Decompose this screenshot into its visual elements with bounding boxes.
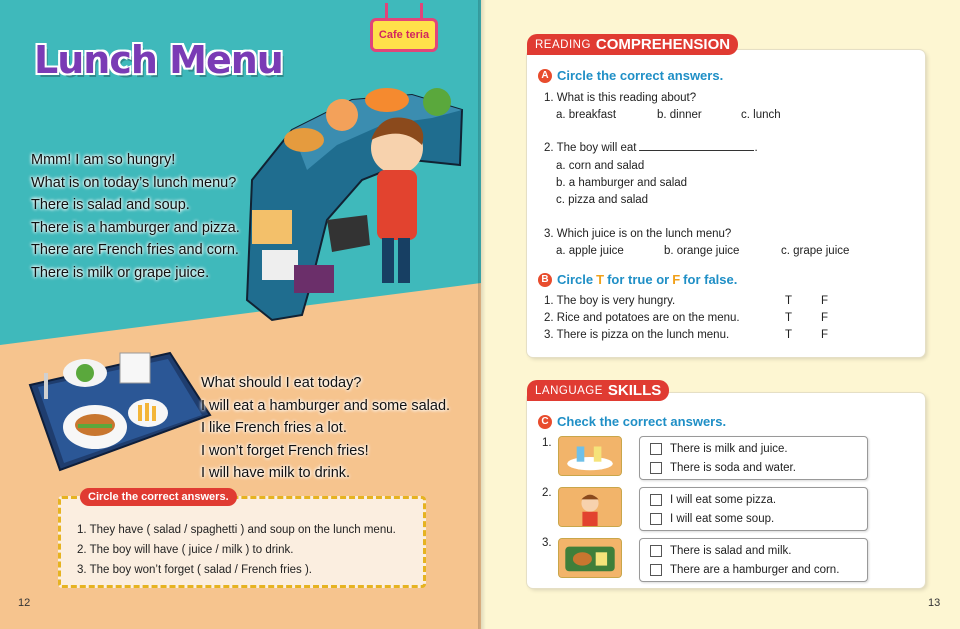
cafeteria-boy-illustration	[232, 70, 477, 345]
checkbox[interactable]	[650, 513, 662, 525]
boy-eating-picture	[558, 487, 622, 527]
question-2-stem: 2. The boy will eat	[544, 142, 637, 154]
story-paragraph-1	[31, 149, 240, 285]
answer-option[interactable]: b. orange juice	[664, 245, 740, 257]
reading-comprehension-header	[527, 34, 738, 55]
section-a-badge: A	[538, 69, 552, 83]
tf-statement: 3. There is pizza on the lunch menu.	[544, 329, 730, 341]
drinks-table-picture	[558, 436, 622, 476]
false-option[interactable]: F	[821, 329, 829, 341]
story-line: There is milk or grape juice.	[31, 264, 210, 281]
answer-option[interactable]: b. a hamburger and salad	[556, 177, 688, 189]
story-line: I will eat a hamburger and some salad.	[201, 397, 451, 414]
section-c-badge: C	[538, 415, 552, 429]
answer-option[interactable]: c. pizza and salad	[556, 194, 649, 206]
check-option[interactable]	[650, 462, 796, 474]
false-option[interactable]: F	[821, 295, 829, 307]
story-line: What is on today’s lunch menu?	[31, 174, 237, 191]
cafeteria-sign: Cafe teria	[370, 18, 438, 52]
check-option[interactable]	[650, 494, 776, 506]
header-big-text: COMPREHENSION	[595, 36, 731, 53]
check-option-label: I will eat some pizza.	[670, 494, 777, 506]
section-b-title-pre: Circle	[557, 272, 594, 287]
tf-statement: 2. Rice and potatoes are on the menu.	[544, 312, 740, 324]
answer-option[interactable]: a. corn and salad	[556, 160, 645, 172]
story-line: I won’t forget French fries!	[201, 442, 369, 459]
true-option[interactable]: T	[785, 295, 793, 307]
story-line: I will have milk to drink.	[201, 465, 351, 482]
story-line: Mmm! I am so hungry!	[31, 152, 176, 168]
circle-answer-item[interactable]: 3. The boy won’t forget ( salad / French fries ).	[77, 563, 313, 576]
question-2	[544, 142, 758, 154]
answer-option[interactable]: b. dinner	[657, 109, 702, 121]
header-big-text: SKILLS	[607, 382, 662, 399]
section-b-f-letter: F	[672, 272, 681, 287]
question-3: 3. Which juice is on the lunch menu?	[544, 228, 732, 240]
story-line: There are French fries and corn.	[31, 242, 239, 259]
header-small-text: LANGUAGE	[535, 384, 603, 397]
page-title: Lunch Menu	[34, 38, 283, 82]
story-line: There is salad and soup.	[31, 197, 190, 214]
circle-answers-list	[77, 521, 396, 580]
circle-answer-item[interactable]: 1. They have ( salad / spaghetti ) and soup on the lunch menu.	[77, 524, 396, 536]
question-1: 1. What is this reading about?	[544, 92, 697, 104]
check-options-box	[639, 538, 868, 582]
check-options-box	[639, 436, 868, 480]
item-number: 1.	[542, 437, 552, 449]
section-b-badge: B	[538, 273, 552, 287]
story-line: I like French fries a lot.	[201, 420, 347, 437]
check-options-box	[639, 487, 868, 531]
item-number: 2.	[542, 487, 552, 499]
check-option-label: I will eat some soup.	[670, 513, 775, 525]
lunch-tray-illustration	[20, 345, 215, 475]
checkbox[interactable]	[650, 443, 662, 455]
story-line: There is a hamburger and pizza.	[31, 219, 240, 236]
check-option-label: There is milk and juice.	[670, 443, 788, 455]
page-gutter	[478, 0, 486, 629]
check-option[interactable]	[650, 443, 788, 455]
section-b-title-mid: for true or	[607, 272, 670, 287]
checkbox[interactable]	[650, 545, 662, 557]
answer-option[interactable]: a. breakfast	[556, 109, 617, 121]
true-option[interactable]: T	[785, 312, 793, 324]
tf-statement: 1. The boy is very hungry.	[544, 295, 676, 307]
item-number: 3.	[542, 537, 552, 549]
circle-answer-item[interactable]: 2. The boy will have ( juice / milk ) to drink.	[77, 543, 294, 556]
checkbox[interactable]	[650, 494, 662, 506]
check-option[interactable]	[650, 545, 791, 557]
section-c-heading	[538, 414, 726, 429]
lunch-tray-picture	[558, 538, 622, 578]
story-line: What should I eat today?	[201, 375, 362, 391]
check-option[interactable]	[650, 513, 774, 525]
circle-answers-title: Circle the correct answers.	[80, 488, 237, 506]
page-number-right: 13	[928, 597, 941, 609]
section-b-t-letter: T	[596, 272, 605, 287]
section-c-title: Check the correct answers.	[557, 414, 727, 429]
section-a-heading	[538, 68, 723, 83]
answer-option[interactable]: a. apple juice	[556, 245, 624, 257]
section-a-title: Circle the correct answers.	[557, 68, 724, 83]
false-option[interactable]: F	[821, 312, 829, 324]
checkbox[interactable]	[650, 462, 662, 474]
answer-blank	[639, 150, 754, 151]
language-skills-header	[527, 380, 669, 401]
page-number-left: 12	[18, 597, 31, 609]
section-b-heading	[538, 272, 737, 287]
section-b-title-post: for false.	[683, 272, 738, 287]
checkbox[interactable]	[650, 564, 662, 576]
story-paragraph-2	[201, 372, 450, 485]
header-small-text: READING	[535, 38, 591, 51]
check-option[interactable]	[650, 564, 839, 576]
answer-option[interactable]: c. lunch	[741, 109, 781, 121]
answer-option[interactable]: c. grape juice	[781, 245, 850, 257]
true-option[interactable]: T	[785, 329, 793, 341]
circle-answers-box	[58, 496, 426, 588]
check-option-label: There is salad and milk.	[670, 545, 792, 557]
question-2-end: .	[754, 142, 758, 154]
check-option-label: There are a hamburger and corn.	[670, 564, 840, 576]
check-option-label: There is soda and water.	[670, 462, 796, 474]
